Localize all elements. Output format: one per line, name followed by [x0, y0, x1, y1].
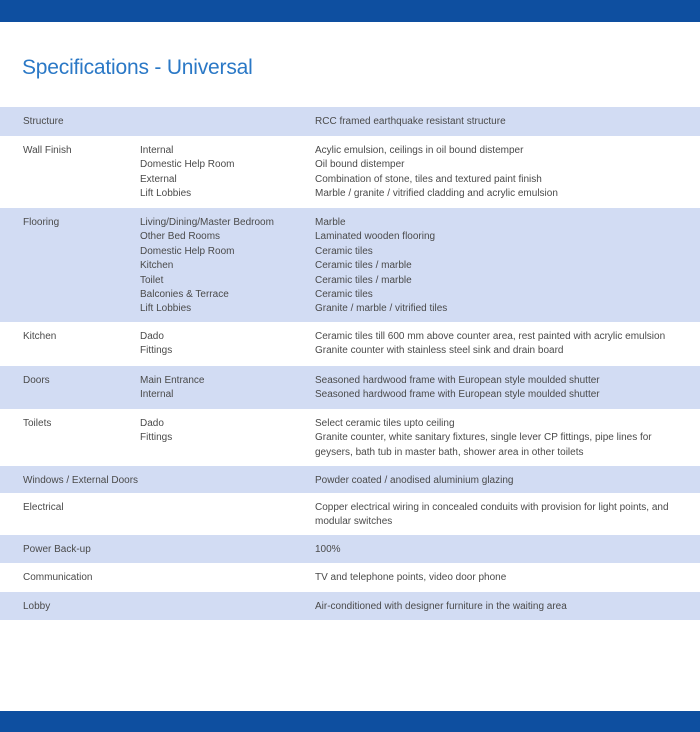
- page-title: Specifications - Universal: [22, 56, 253, 79]
- detail-line: Granite counter with stainless steel sink and drain board: [315, 345, 564, 357]
- row-subitems: [140, 216, 274, 317]
- sub-item: Lift Lobbies: [140, 303, 192, 315]
- detail-line: Seasoned hardwood frame with European style moulded shutter: [315, 375, 600, 386]
- sub-item: Domestic Help Room: [140, 245, 235, 257]
- sub-item: Lift Lobbies: [140, 188, 192, 200]
- sub-item: Toilet: [140, 274, 164, 286]
- row-details: [315, 571, 685, 585]
- row-details: [315, 330, 685, 359]
- detail-line: Granite / marble / vitrified tiles: [315, 303, 448, 315]
- spec-table: [0, 107, 700, 620]
- detail-line: Oil bound distemper: [315, 159, 405, 171]
- row-category: Electrical: [23, 502, 64, 513]
- detail-line: Ceramic tiles: [315, 289, 373, 301]
- row-details: [315, 144, 685, 202]
- spec-row-structure: [0, 107, 700, 136]
- sub-item: Internal: [140, 145, 174, 156]
- row-category: Power Back-up: [23, 544, 91, 555]
- sub-item: Domestic Help Room: [140, 159, 235, 171]
- row-category: Flooring: [23, 217, 60, 228]
- detail-line: Marble: [315, 217, 346, 228]
- detail-line: Copper electrical wiring in concealed conduits with provision for light points, and modular switches: [315, 502, 669, 528]
- detail-line: Powder coated / anodised aluminium glazing: [315, 475, 514, 486]
- detail-line: Laminated wooden flooring: [315, 231, 436, 243]
- top-band: [0, 0, 700, 22]
- detail-line: Ceramic tiles / marble: [315, 274, 412, 286]
- bottom-band: [0, 711, 700, 732]
- detail-line: Ceramic tiles: [315, 245, 373, 257]
- spec-row-windows: [0, 466, 700, 493]
- spec-row-kitchen: [0, 322, 700, 366]
- spec-row-lobby: [0, 592, 700, 620]
- spec-row-electrical: [0, 493, 700, 535]
- spec-row-doors: [0, 366, 700, 409]
- sub-item: Living/Dining/Master Bedroom: [140, 217, 274, 228]
- spec-row-communication: [0, 563, 700, 592]
- detail-line: Marble / granite / vitrified cladding and acrylic emulsion: [315, 188, 558, 200]
- detail-line: Air-conditioned with designer furniture in the waiting area: [315, 601, 567, 612]
- spec-row-power-backup: [0, 535, 700, 563]
- row-category: Wall Finish: [23, 145, 72, 156]
- detail-line: 100%: [315, 544, 341, 555]
- row-category: Structure: [23, 116, 64, 127]
- row-details: [315, 374, 685, 403]
- row-category: Communication: [23, 572, 93, 583]
- sub-item: Fittings: [140, 345, 173, 357]
- detail-line: Seasoned hardwood frame with European style moulded shutter: [315, 389, 600, 401]
- sub-item: Balconies & Terrace: [140, 289, 229, 301]
- sub-item: Dado: [140, 331, 164, 342]
- row-category: Lobby: [23, 601, 51, 612]
- row-details: [315, 417, 685, 460]
- spec-row-flooring: [0, 208, 700, 322]
- sub-item: External: [140, 173, 177, 185]
- detail-line: Ceramic tiles / marble: [315, 260, 412, 272]
- row-subitems: [140, 330, 172, 359]
- sub-item: Fittings: [140, 432, 173, 444]
- detail-line: Select ceramic tiles upto ceiling: [315, 418, 455, 429]
- row-subitems: [140, 144, 234, 202]
- detail-line: Combination of stone, tiles and textured paint finish: [315, 173, 542, 185]
- detail-line: Acylic emulsion, ceilings in oil bound distemper: [315, 145, 524, 156]
- spec-row-wall-finish: [0, 136, 700, 208]
- sub-item: Dado: [140, 418, 164, 429]
- detail-line: Granite counter, white sanitary fixtures, single lever CP fittings, pipe lines for geysers, bath tub in master bath, shower area in other toilets: [315, 432, 652, 458]
- row-details: [315, 501, 685, 530]
- row-category: Kitchen: [23, 331, 57, 342]
- sub-item: Kitchen: [140, 260, 174, 272]
- sub-item: Main Entrance: [140, 375, 205, 386]
- sub-item: Other Bed Rooms: [140, 231, 221, 243]
- row-details: [315, 474, 685, 488]
- spec-row-toilets: [0, 409, 700, 466]
- detail-line: TV and telephone points, video door phone: [315, 572, 507, 583]
- row-subitems: [140, 417, 172, 446]
- detail-line: Ceramic tiles till 600 mm above counter area, rest painted with acrylic emulsion: [315, 331, 666, 342]
- row-subitems: [140, 374, 204, 403]
- row-category: Windows / External Doors: [23, 475, 139, 486]
- row-category: Toilets: [23, 418, 52, 429]
- row-category: Doors: [23, 375, 50, 386]
- row-details: [315, 600, 685, 614]
- row-details: [315, 543, 685, 557]
- sub-item: Internal: [140, 389, 174, 401]
- row-details: [315, 115, 685, 129]
- row-details: [315, 216, 685, 317]
- detail-line: RCC framed earthquake resistant structure: [315, 116, 506, 127]
